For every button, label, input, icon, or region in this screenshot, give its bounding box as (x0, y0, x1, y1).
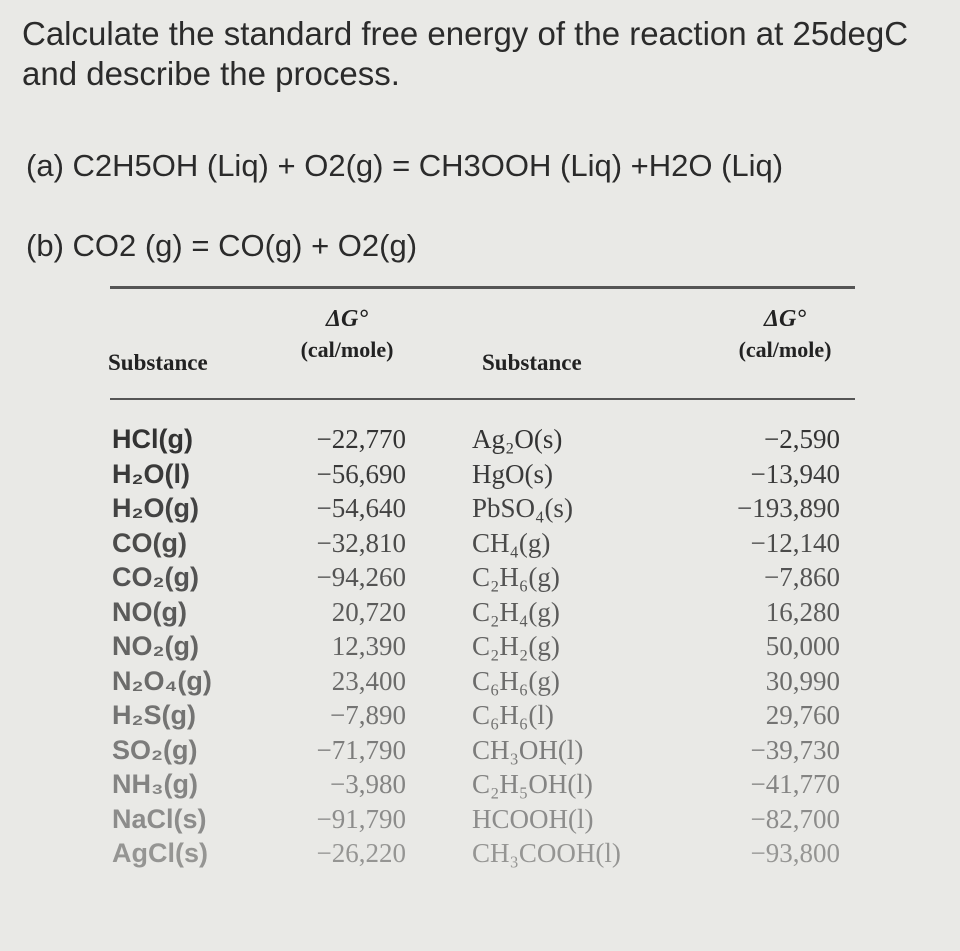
substance-left: AgCl(s) (112, 838, 208, 868)
table-row (0, 769, 960, 805)
substance-right: C₂H₂(g) (472, 631, 560, 661)
reaction-b: (b) CO2 (g) = CO(g) + O2(g) (26, 228, 418, 263)
substance-right: C₆H₆(g) (472, 665, 560, 696)
substance-right: Ag₂O(s) (472, 424, 563, 454)
table-row (0, 666, 960, 702)
dg-value-right: −41,770 (750, 769, 840, 799)
table-header-rule (110, 398, 855, 400)
question-text (22, 14, 952, 95)
substance-right: HgO(s) (472, 458, 553, 489)
dg-value-right: 30,990 (765, 665, 840, 696)
substance-left: NO(g) (112, 596, 187, 627)
dg-value-right: 29,760 (765, 700, 840, 730)
header-substance-left: Substance (108, 350, 208, 375)
dg-value-left: 20,720 (331, 596, 406, 627)
dg-value-right: −93,800 (750, 838, 840, 868)
table-row (0, 700, 960, 736)
table-row (0, 528, 960, 564)
reaction-a: (a) C2H5OH (Liq) + O2(g) = CH3OOH (Liq) +H2O (Liq) (26, 148, 784, 183)
substance-left: HCl(g) (112, 424, 193, 454)
substance-left: H₂O(g) (112, 493, 199, 523)
table-header (0, 306, 960, 386)
header-substance-right: Substance (482, 350, 582, 375)
table-row (0, 424, 960, 460)
substance-right: CH₃COOH(l) (472, 838, 621, 868)
header-dg-right (700, 306, 870, 363)
substance-left: SO₂(g) (112, 734, 198, 765)
substance-left: NaCl(s) (112, 803, 207, 834)
header-dg-left-unit: (cal/mole) (300, 337, 394, 362)
dg-value-left: −71,790 (316, 734, 406, 765)
dg-value-right: 50,000 (765, 631, 840, 661)
substance-left: CO₂(g) (112, 562, 199, 592)
dg-value-right: −193,890 (737, 493, 840, 523)
substance-right: HCOOH(l) (472, 803, 594, 834)
substance-left: CO(g) (112, 527, 187, 558)
table-row (0, 597, 960, 633)
table-row (0, 631, 960, 667)
table-top-rule (110, 286, 855, 289)
substance-right: C₆H₆(l) (472, 700, 554, 730)
dg-value-left: −91,790 (316, 803, 406, 834)
table-row (0, 562, 960, 598)
substance-left: NH₃(g) (112, 769, 198, 799)
dg-value-right: −7,860 (764, 562, 840, 592)
table-row (0, 459, 960, 495)
table-row (0, 735, 960, 771)
header-dg-left (262, 306, 432, 363)
substance-right: C₂H₄(g) (472, 596, 560, 627)
header-dg-right-unit: (cal/mole) (738, 337, 832, 362)
substance-right: C₂H₆(g) (472, 562, 560, 592)
header-dg-right-symbol: ΔG° (764, 306, 806, 332)
dg-value-right: −12,140 (750, 527, 840, 558)
dg-value-left: −7,890 (330, 700, 406, 730)
dg-value-left: −22,770 (316, 424, 406, 454)
dg-value-left: −56,690 (316, 458, 406, 489)
dg-value-right: −82,700 (750, 803, 840, 834)
substance-right: C₂H₅OH(l) (472, 769, 593, 799)
substance-left: N₂O₄(g) (112, 665, 212, 696)
dg-value-left: 12,390 (331, 631, 406, 661)
substance-left: H₂S(g) (112, 700, 196, 730)
table-row (0, 493, 960, 529)
question-line-1: Calculate the standard free energy of the reaction at 25degC (22, 15, 909, 52)
substance-right: CH₃OH(l) (472, 734, 584, 765)
table-row (0, 838, 960, 874)
dg-value-right: −39,730 (750, 734, 840, 765)
dg-value-left: −94,260 (316, 562, 406, 592)
dg-value-left: −32,810 (316, 527, 406, 558)
substance-right: PbSO₄(s) (472, 493, 573, 523)
dg-value-right: −2,590 (764, 424, 840, 454)
substance-right: CH₄(g) (472, 527, 551, 558)
substance-left: H₂O(l) (112, 458, 190, 489)
dg-value-left: −26,220 (316, 838, 406, 868)
table-row (0, 804, 960, 840)
question-line-2: and describe the process. (22, 55, 400, 93)
substance-left: NO₂(g) (112, 631, 199, 661)
dg-value-left: −3,980 (330, 769, 406, 799)
dg-value-right: −13,940 (750, 458, 840, 489)
header-dg-left-symbol: ΔG° (326, 306, 368, 332)
dg-value-left: 23,400 (331, 665, 406, 696)
dg-value-right: 16,280 (765, 596, 840, 627)
dg-value-left: −54,640 (316, 493, 406, 523)
